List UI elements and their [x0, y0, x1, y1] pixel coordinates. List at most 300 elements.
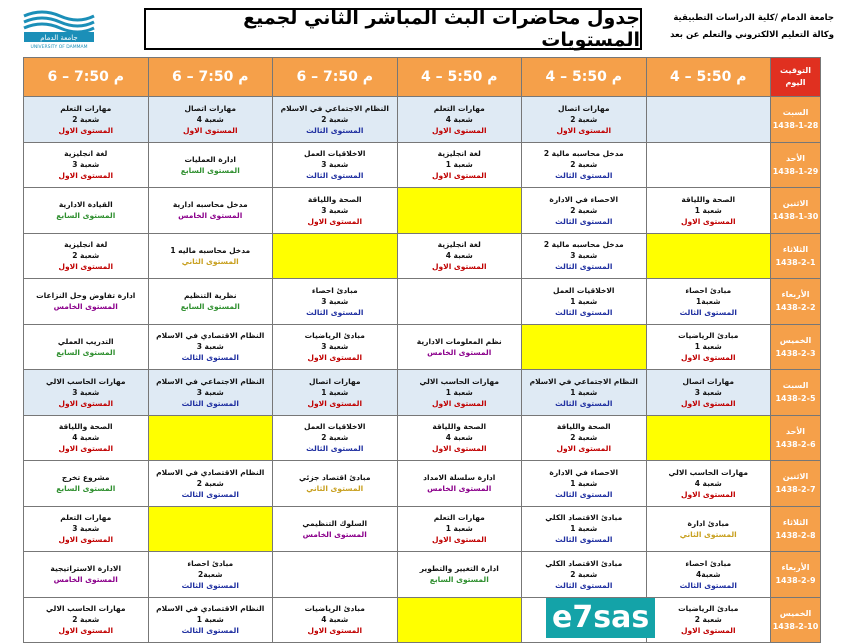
lecture-subject: الاحصاء في الادارة	[549, 194, 619, 204]
lecture-subject: مبادئ احصاء	[311, 285, 358, 295]
day-row	[24, 324, 821, 370]
schedule-body	[24, 97, 821, 643]
empty-slot-highlighted	[397, 597, 522, 643]
day-cell	[771, 552, 821, 598]
lecture-subject: مهارات التعلم	[433, 513, 485, 523]
day-row	[24, 461, 821, 507]
lecture-section: شعبة 1	[445, 160, 473, 170]
lecture-subject: مبادئ الرياضيات	[678, 331, 739, 341]
day-cell	[771, 279, 821, 325]
lecture-section: شعبة 3	[694, 387, 722, 397]
logo-subtext: UNIVERSITY OF DAMMAM	[30, 45, 88, 50]
lecture-cell	[24, 415, 149, 461]
day-name: الخميس	[779, 335, 812, 345]
lecture-level: المستوى الثالث	[555, 489, 613, 499]
time-slot-header: 6 – 7:50 م	[148, 58, 273, 97]
lecture-level: المستوى السابع	[56, 347, 116, 357]
lecture-section: شعبة 4	[445, 251, 473, 261]
lecture-subject: الصحة واللياقة	[681, 194, 736, 204]
day-row	[24, 97, 821, 143]
lecture-section: شعبة 3	[321, 342, 349, 352]
lecture-level: المستوى الثالث	[181, 626, 239, 636]
lecture-level: المستوى الاول	[58, 626, 114, 636]
lecture-cell	[273, 461, 398, 507]
lecture-subject: مدخل محاسبه مالية 2	[543, 149, 624, 159]
time-slot-header: 4 – 5:50 م	[397, 58, 522, 97]
lecture-section: شعبة 3	[321, 160, 349, 170]
lecture-subject: مبادئ اقتصاد جزئي	[298, 473, 371, 483]
lecture-section: شعبة 1	[321, 387, 349, 397]
lecture-cell	[646, 279, 771, 325]
lecture-cell	[273, 324, 398, 370]
lecture-cell	[24, 597, 149, 643]
day-row	[24, 415, 821, 461]
lecture-level: المستوى الاول	[680, 353, 736, 363]
lecture-subject: مهارات التعلم	[60, 513, 112, 523]
lecture-cell	[522, 97, 647, 143]
lecture-section: شعبة 2	[72, 615, 100, 625]
lecture-section: شعبة 4	[72, 433, 100, 443]
lecture-section: شعبة 2	[72, 251, 100, 261]
day-name: الثلاثاء	[782, 244, 809, 254]
lecture-section: شعبة 4	[445, 114, 473, 124]
lecture-cell	[148, 370, 273, 416]
day-row	[24, 188, 821, 234]
lecture-level: المستوى الاول	[680, 398, 736, 408]
lecture-cell	[24, 279, 149, 325]
lecture-subject: لغة انجليزية	[64, 149, 108, 159]
day-date: 1438-2-7	[775, 485, 816, 495]
page-header	[0, 0, 842, 56]
day-name: الأربعاء	[781, 563, 810, 573]
day-name: الأحد	[785, 153, 806, 163]
time-slot-header: 4 – 5:50 م	[646, 58, 771, 97]
day-cell	[771, 142, 821, 188]
lecture-cell	[397, 370, 522, 416]
lecture-cell	[522, 142, 647, 188]
lecture-level: المستوى السابع	[56, 484, 116, 494]
lecture-level: المستوى الثالث	[555, 216, 613, 226]
lecture-section: شعبة 4	[694, 478, 722, 488]
lecture-cell	[148, 188, 273, 234]
lecture-cell	[273, 506, 398, 552]
day-cell	[771, 233, 821, 279]
day-row	[24, 279, 821, 325]
lecture-cell	[148, 233, 273, 279]
day-date: 1438-2-5	[775, 394, 816, 404]
lecture-level: المستوى الثالث	[306, 125, 364, 135]
lecture-subject: مبادئ الاقتصاد الكلي	[545, 513, 623, 523]
lecture-subject: مبادئ ادارة	[687, 518, 730, 528]
lecture-cell	[646, 324, 771, 370]
lecture-cell	[148, 97, 273, 143]
lecture-level: المستوى الاول	[431, 444, 487, 454]
day-cell	[771, 188, 821, 234]
lecture-cell	[273, 142, 398, 188]
lecture-section: شعبة 1	[570, 296, 598, 306]
lecture-level: المستوى الثالث	[181, 398, 239, 408]
lecture-section: شعبة 2	[694, 615, 722, 625]
empty-slot-highlighted	[273, 233, 398, 279]
lecture-subject: نظرية التنظيم	[183, 291, 237, 301]
lecture-subject: ادارة التغيير والتطوير	[419, 564, 499, 574]
day-row	[24, 233, 821, 279]
lecture-subject: مهارات اتصال	[682, 376, 735, 386]
lecture-subject: مدخل محاسبه ادارية	[172, 200, 248, 210]
lecture-level: المستوى الاول	[680, 489, 736, 499]
empty-slot	[646, 142, 771, 188]
lecture-subject: النظام الاقتصادي في الاسلام	[156, 467, 265, 477]
lecture-section: شعبة 1	[196, 615, 224, 625]
lecture-section: شعبة 4	[196, 114, 224, 124]
empty-slot	[273, 552, 398, 598]
lecture-subject: مهارات الحاسب الالي	[45, 604, 126, 614]
lecture-level: المستوى الثالث	[555, 580, 613, 590]
lecture-subject: النظام الاجتماعي في الاسلام	[156, 376, 265, 386]
lecture-level: المستوى الاول	[556, 444, 612, 454]
lecture-subject: مهارات الحاسب الالي	[668, 467, 749, 477]
lecture-subject: مهارات التعلم	[433, 103, 485, 113]
day-cell	[771, 324, 821, 370]
lecture-section: شعبة 4	[321, 615, 349, 625]
empty-slot-highlighted	[148, 506, 273, 552]
day-cell	[771, 506, 821, 552]
lecture-subject: مهارات الحاسب الالي	[419, 376, 500, 386]
day-date: 1438-1-30	[772, 212, 819, 222]
day-date: 1438-2-8	[775, 530, 816, 540]
lecture-level: المستوى الاول	[680, 216, 736, 226]
lecture-level: المستوى الثالث	[181, 489, 239, 499]
lecture-cell	[397, 506, 522, 552]
lecture-cell	[24, 188, 149, 234]
lecture-section: شعبة 1	[694, 342, 722, 352]
lecture-cell	[148, 552, 273, 598]
lecture-section: شعبة 1	[694, 205, 722, 215]
lecture-cell	[522, 415, 647, 461]
lecture-level: المستوى الخامس	[53, 575, 118, 585]
lecture-level: المستوى الثالث	[306, 307, 364, 317]
day-row	[24, 370, 821, 416]
lecture-level: المستوى الاول	[58, 171, 114, 181]
lecture-level: المستوى الثالث	[679, 307, 737, 317]
empty-slot-highlighted	[522, 324, 647, 370]
day-cell	[771, 461, 821, 507]
lecture-level: المستوى الاول	[431, 171, 487, 181]
corner-time-label: التوقيت	[780, 66, 811, 75]
lecture-subject: لغة انجليزية	[437, 240, 481, 250]
lecture-cell	[273, 97, 398, 143]
lecture-subject: مبادئ الرياضيات	[678, 604, 739, 614]
lecture-level: المستوى الثالث	[181, 580, 239, 590]
lecture-level: المستوى الثالث	[555, 535, 613, 545]
day-cell	[771, 97, 821, 143]
lecture-level: المستوى الخامس	[178, 211, 243, 221]
lecture-cell	[273, 597, 398, 643]
lecture-level: المستوى الاول	[307, 398, 363, 408]
schedule-table	[23, 57, 821, 643]
lecture-section: شعبة 2	[570, 569, 598, 579]
time-slot-header: 6 – 7:50 م	[24, 58, 149, 97]
lecture-subject: النظام الاقتصادي في الاسلام	[156, 331, 265, 341]
lecture-level: المستوى الاول	[431, 398, 487, 408]
lecture-cell	[24, 233, 149, 279]
lecture-section: شعبة 3	[321, 296, 349, 306]
lecture-cell	[522, 188, 647, 234]
empty-slot-highlighted	[148, 415, 273, 461]
lecture-cell	[24, 142, 149, 188]
org-line-1: جامعة الدمام /كلية الدراسات التطبيقية	[673, 13, 834, 23]
lecture-level: المستوى الاول	[58, 262, 114, 272]
lecture-subject: مبادئ الرياضيات	[304, 604, 365, 614]
lecture-cell	[397, 142, 522, 188]
lecture-section: شعبة 2	[570, 433, 598, 443]
empty-slot-highlighted	[646, 415, 771, 461]
lecture-subject: النظام الاقتصادي في الاسلام	[156, 604, 265, 614]
org-line-2: وكالة التعليم الالكتروني والتعلم عن بعد	[670, 30, 834, 40]
lecture-subject: مهارات الحاسب الالي	[45, 376, 126, 386]
lecture-subject: السلوك التنظيمي	[302, 518, 368, 528]
lecture-subject: مبادئ احصاء	[685, 285, 732, 295]
lecture-subject: لغة انجليزية	[64, 240, 108, 250]
lecture-section: شعبة1	[696, 296, 721, 306]
empty-slot-highlighted	[646, 233, 771, 279]
lecture-cell	[148, 142, 273, 188]
lecture-section: شعبة 1	[570, 524, 598, 534]
lecture-cell	[522, 233, 647, 279]
lecture-level: المستوى الثالث	[306, 444, 364, 454]
day-cell	[771, 415, 821, 461]
lecture-level: المستوى الثالث	[555, 262, 613, 272]
day-row	[24, 506, 821, 552]
lecture-cell	[397, 233, 522, 279]
lecture-section: شعبة 3	[196, 342, 224, 352]
lecture-subject: مهارات اتصال	[184, 103, 237, 113]
lecture-level: المستوى الثالث	[555, 398, 613, 408]
day-date: 1438-2-3	[775, 348, 816, 358]
day-name: الاثنين	[782, 472, 809, 482]
empty-slot	[646, 97, 771, 143]
lecture-cell	[646, 188, 771, 234]
lecture-level: المستوى الخامس	[427, 484, 492, 494]
lecture-section: شعبة 2	[321, 114, 349, 124]
lecture-subject: القيادة الادارية	[58, 200, 113, 210]
day-row	[24, 552, 821, 598]
lecture-level: المستوى الثالث	[306, 171, 364, 181]
lecture-subject: نظم المعلومات الادارية	[416, 336, 502, 346]
lecture-section: شعبة 2	[570, 114, 598, 124]
day-name: السبت	[782, 381, 809, 391]
watermark-logo: e7sas	[546, 598, 655, 638]
lecture-subject: مبادئ احصاء	[187, 558, 234, 568]
lecture-subject: مدخل محاسبه مالية 2	[543, 240, 624, 250]
lecture-level: المستوى الاول	[680, 626, 736, 636]
lecture-section: شعبة 3	[570, 251, 598, 261]
lecture-cell	[646, 597, 771, 643]
empty-slot	[397, 279, 522, 325]
lecture-subject: مبادئ الرياضيات	[304, 331, 365, 341]
lecture-cell	[522, 506, 647, 552]
lecture-section: شعبة 3	[321, 205, 349, 215]
day-date: 1438-2-1	[775, 257, 816, 267]
lecture-cell	[273, 188, 398, 234]
lecture-level: المستوى الاول	[58, 125, 114, 135]
lecture-subject: مدخل محاسبه ماليه 1	[170, 245, 251, 255]
lecture-subject: الاخلاقيات العمل	[303, 422, 366, 432]
lecture-level: المستوى الاول	[307, 353, 363, 363]
lecture-subject: الصحة واللياقة	[307, 194, 362, 204]
lecture-section: شعبة 3	[72, 387, 100, 397]
lecture-subject: مبادئ الاقتصاد الكلي	[545, 558, 623, 568]
lecture-cell	[148, 597, 273, 643]
lecture-cell	[24, 370, 149, 416]
lecture-level: المستوى السابع	[429, 575, 489, 585]
lecture-cell	[646, 552, 771, 598]
lecture-cell	[24, 506, 149, 552]
lecture-section: شعبة4	[696, 569, 721, 579]
lecture-section: شعبة 4	[445, 433, 473, 443]
lecture-level: المستوى الخامس	[427, 347, 492, 357]
lecture-cell	[646, 461, 771, 507]
lecture-subject: الاخلاقيات العمل	[303, 149, 366, 159]
day-name: السبت	[782, 108, 809, 118]
day-name: الأربعاء	[781, 290, 810, 300]
lecture-section: شعبة2	[198, 569, 223, 579]
lecture-level: المستوى الخامس	[53, 302, 118, 312]
lecture-section: شعبة 2	[570, 160, 598, 170]
lecture-cell	[397, 552, 522, 598]
corner-day-label: اليوم	[785, 78, 806, 87]
day-date: 1438-1-28	[772, 121, 819, 131]
lecture-subject: الصحة واللياقة	[556, 422, 611, 432]
lecture-subject: ادارة تفاوض وحل النزاعات	[36, 291, 136, 301]
lecture-cell	[24, 461, 149, 507]
day-date: 1438-2-6	[775, 439, 816, 449]
lecture-cell	[24, 97, 149, 143]
empty-slot-highlighted	[397, 188, 522, 234]
lecture-section: شعبة 3	[72, 524, 100, 534]
lecture-level: المستوى الاول	[182, 125, 238, 135]
page-title: جدول محاضرات البث المباشر الثاني لجميع المستويات	[144, 8, 642, 50]
lecture-cell	[273, 279, 398, 325]
lecture-cell	[24, 552, 149, 598]
lecture-cell	[522, 279, 647, 325]
lecture-subject: النظام الاجتماعي في الاسلام	[529, 376, 638, 386]
lecture-level: المستوى الاول	[431, 125, 487, 135]
lecture-level: المستوى الاول	[307, 216, 363, 226]
lecture-level: المستوى الثاني	[679, 529, 737, 539]
lecture-level: المستوى الاول	[431, 262, 487, 272]
lecture-section: شعبة 1	[570, 478, 598, 488]
lecture-subject: الصحة واللياقة	[432, 422, 487, 432]
day-name: الاثنين	[782, 199, 809, 209]
lecture-cell	[397, 415, 522, 461]
day-date: 1438-2-9	[775, 576, 816, 586]
lecture-cell	[646, 370, 771, 416]
lecture-cell	[148, 461, 273, 507]
lecture-section: شعبة 3	[72, 160, 100, 170]
lecture-level: المستوى الثالث	[679, 580, 737, 590]
logo-text: جامعة الدمام	[40, 34, 78, 42]
lecture-subject: مبادئ احصاء	[685, 558, 732, 568]
lecture-level: المستوى السابع	[56, 211, 116, 221]
lecture-level: المستوى الثالث	[555, 171, 613, 181]
day-name: الخميس	[779, 608, 812, 618]
lecture-level: المستوى الثاني	[306, 484, 364, 494]
university-logo	[18, 6, 98, 50]
lecture-subject: مشروع تخرج	[61, 473, 110, 483]
lecture-cell	[273, 370, 398, 416]
organization-info	[644, 10, 834, 44]
lecture-subject: مهارات التعلم	[60, 103, 112, 113]
day-row	[24, 142, 821, 188]
lecture-cell	[522, 370, 647, 416]
lecture-subject: الصحة واللياقة	[58, 422, 113, 432]
lecture-level: المستوى الاول	[307, 626, 363, 636]
lecture-level: المستوى الخامس	[302, 529, 367, 539]
lecture-section: شعبة 2	[570, 205, 598, 215]
lecture-level: المستوى الثالث	[555, 307, 613, 317]
lecture-subject: مهارات اتصال	[557, 103, 610, 113]
lecture-subject: الاخلاقيات العمل	[552, 285, 615, 295]
day-name: الأحد	[785, 426, 806, 436]
lecture-level: المستوى الاول	[556, 125, 612, 135]
lecture-level: المستوى الاول	[58, 398, 114, 408]
lecture-level: المستوى السابع	[180, 302, 240, 312]
lecture-cell	[522, 552, 647, 598]
corner-cell	[771, 58, 821, 97]
lecture-level: المستوى الثاني	[181, 256, 239, 266]
day-date: 1438-2-10	[772, 621, 819, 631]
lecture-subject: الادارة الاستراتيجية	[50, 564, 122, 574]
lecture-cell	[397, 461, 522, 507]
lecture-subject: الاحصاء في الادارة	[549, 467, 619, 477]
lecture-subject: مهارات اتصال	[308, 376, 361, 386]
day-date: 1438-2-2	[775, 303, 816, 313]
day-cell	[771, 597, 821, 643]
time-slot-header: 4 – 5:50 م	[522, 58, 647, 97]
lecture-level: المستوى الثالث	[181, 353, 239, 363]
lecture-subject: التدريب العملي	[57, 336, 114, 346]
lecture-section: شعبة 2	[321, 433, 349, 443]
lecture-cell	[397, 97, 522, 143]
day-cell	[771, 370, 821, 416]
lecture-subject: النظام الاجتماعي في الاسلام	[280, 103, 389, 113]
lecture-cell	[522, 461, 647, 507]
lecture-section: شعبة 3	[196, 387, 224, 397]
lecture-cell	[646, 506, 771, 552]
lecture-section: شعبة 2	[72, 114, 100, 124]
lecture-cell	[397, 324, 522, 370]
time-slot-header: 6 – 7:50 م	[273, 58, 398, 97]
lecture-section: شعبة 1	[445, 387, 473, 397]
lecture-cell	[273, 415, 398, 461]
lecture-section: شعبة 2	[196, 478, 224, 488]
day-date: 1438-1-29	[772, 166, 819, 176]
lecture-level: المستوى السابع	[180, 165, 240, 175]
lecture-section: شعبة 1	[445, 524, 473, 534]
lecture-subject: ادارة سلسلة الامداد	[423, 473, 496, 483]
lecture-cell	[24, 324, 149, 370]
lecture-cell	[148, 324, 273, 370]
day-name: الثلاثاء	[782, 517, 809, 527]
lecture-subject: لغة انجليزية	[437, 149, 481, 159]
lecture-cell	[148, 279, 273, 325]
lecture-level: المستوى الاول	[431, 535, 487, 545]
day-row	[24, 597, 821, 643]
lecture-section: شعبة 1	[570, 387, 598, 397]
lecture-subject: ادارة العمليات	[184, 154, 236, 164]
lecture-level: المستوى الاول	[58, 444, 114, 454]
